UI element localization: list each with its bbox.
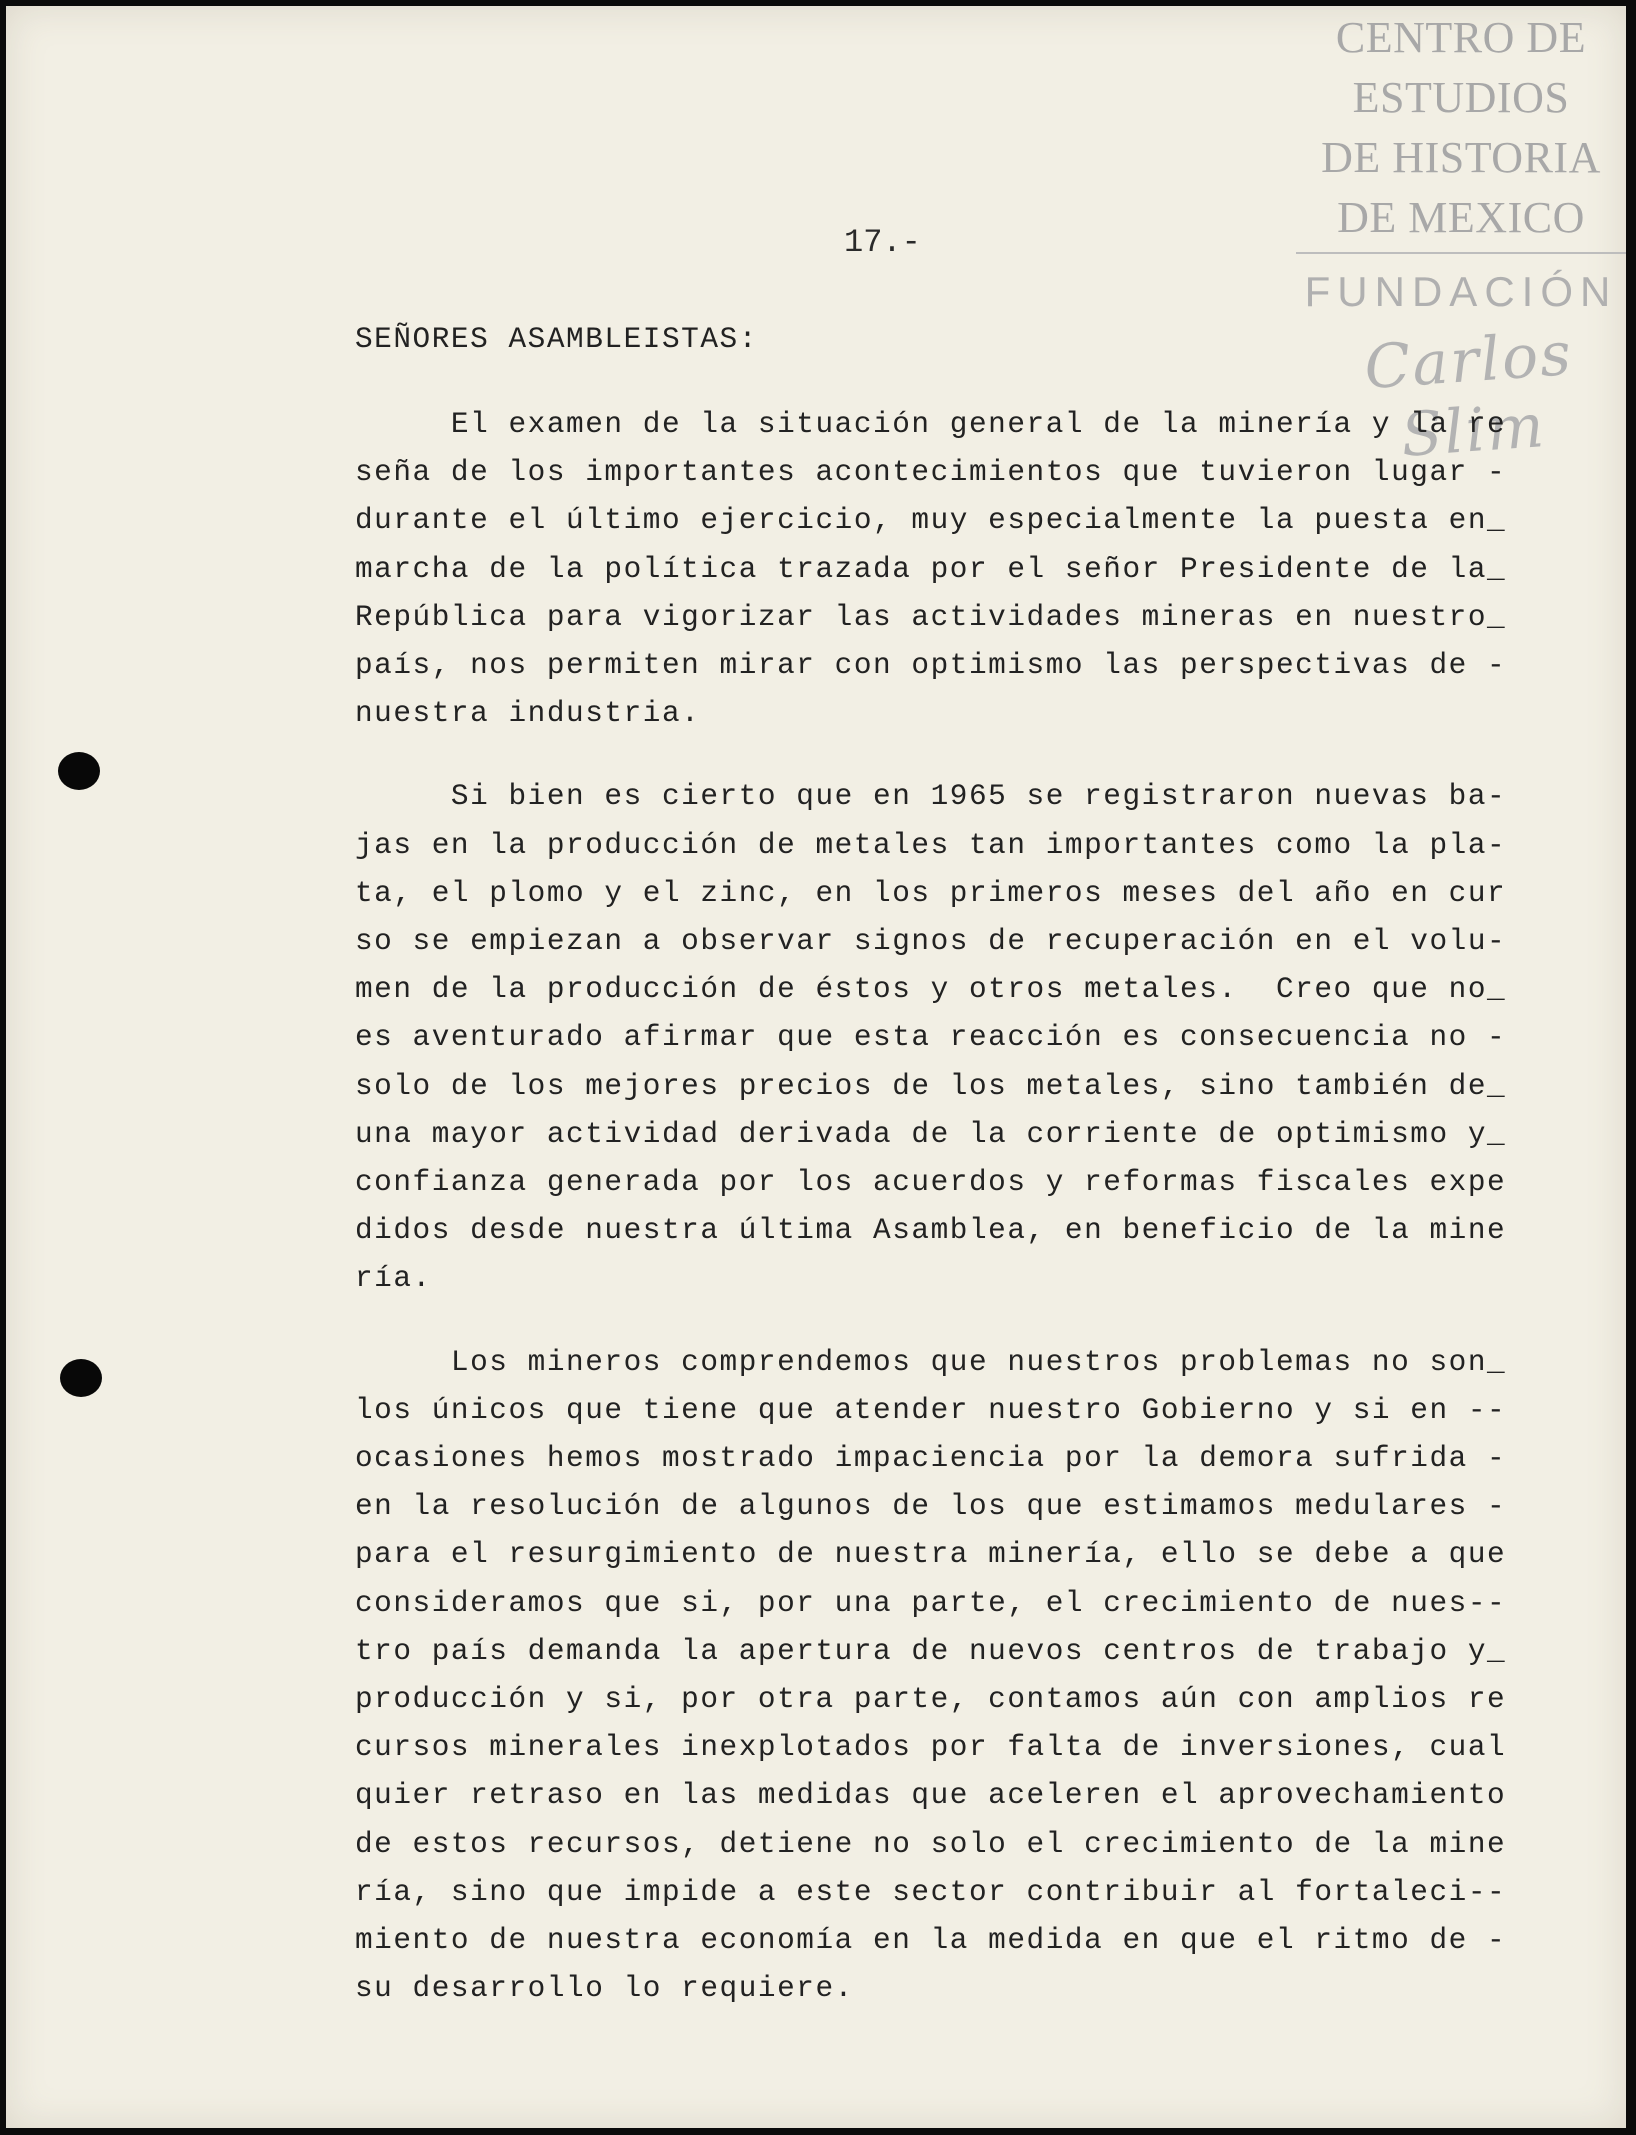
text-line: producción y si, por otra parte, contamos aún con amplios re	[355, 1683, 1507, 1717]
binder-punch-hole	[60, 1359, 102, 1397]
text-line: una mayor actividad derivada de la corriente de optimismo y_	[355, 1117, 1507, 1151]
text-line: ría.	[355, 1262, 432, 1296]
text-line: país, nos permiten mirar con optimismo las perspectivas de -	[355, 649, 1507, 683]
text-line: de estos recursos, detiene no solo el crecimiento de la mine	[355, 1827, 1507, 1861]
text-line: República para vigorizar las actividades mineras en nuestro_	[355, 600, 1507, 634]
text-line: jas en la producción de metales tan importantes como la pla-	[355, 828, 1507, 862]
text-line: cursos minerales inexplotados por falta de inversiones, cual	[355, 1731, 1507, 1765]
text-line: confianza generada por los acuerdos y reformas fiscales expe	[355, 1166, 1507, 1200]
text-line: los únicos que tiene que atender nuestro Gobierno y si en --	[355, 1393, 1507, 1427]
text-line: ría, sino que impide a este sector contribuir al fortaleci--	[355, 1875, 1507, 1909]
text-line: durante el último ejercicio, muy especialmente la puesta en_	[355, 504, 1507, 538]
text-line: para el resurgimiento de nuestra minería, ello se debe a que	[355, 1538, 1507, 1572]
text-line: didos desde nuestra última Asamblea, en beneficio de la mine	[355, 1214, 1507, 1248]
paragraph-2	[355, 773, 1555, 1303]
text-line: solo de los mejores precios de los metales, sino también de_	[355, 1069, 1507, 1103]
binder-punch-hole	[58, 752, 100, 790]
stamp-divider	[1296, 252, 1626, 254]
text-line: ta, el plomo y el zinc, en los primeros meses del año en cur	[355, 876, 1507, 910]
document-page	[6, 6, 1626, 2128]
text-line: es aventurado afirmar que esta reacción es consecuencia no -	[355, 1021, 1507, 1055]
text-line: so se empiezan a observar signos de recuperación en el volu-	[355, 925, 1507, 959]
text-line: en la resolución de algunos de los que estimamos medulares -	[355, 1490, 1507, 1524]
text-line: quier retraso en las medidas que aceleren el aprovechamiento	[355, 1779, 1507, 1813]
stamp-line: DE MEXICO	[1337, 193, 1585, 242]
text-line: miento de nuestra economía en la medida en que el ritmo de -	[355, 1924, 1507, 1958]
text-line: nuestra industria.	[355, 697, 701, 731]
text-line: seña de los importantes acontecimientos que tuvieron lugar -	[355, 456, 1507, 490]
salutation: SEÑORES ASAMBLEISTAS:	[355, 323, 758, 356]
stamp-institution	[1296, 6, 1626, 248]
text-line: marcha de la política trazada por el señor Presidente de la_	[355, 552, 1507, 586]
text-line: tro país demanda la apertura de nuevos centros de trabajo y_	[355, 1634, 1507, 1668]
stamp-line: ESTUDIOS	[1352, 73, 1570, 122]
stamp-line: CENTRO DE	[1335, 13, 1587, 62]
text-line: consideramos que si, por una parte, el crecimiento de nues--	[355, 1586, 1507, 1620]
page-number: 17.-	[844, 224, 921, 261]
letter-body	[355, 316, 1555, 2049]
text-line: su desarrollo lo requiere.	[355, 1972, 854, 2006]
paragraph-1	[355, 401, 1555, 738]
text-line: ocasiones hemos mostrado impaciencia por la demora sufrida -	[355, 1442, 1507, 1476]
stamp-line: DE HISTORIA	[1321, 133, 1601, 182]
paragraph-3	[355, 1339, 1555, 2014]
stamp-foundation: FUNDACIÓN	[1304, 268, 1618, 315]
text-line: El examen de la situación general de la minería y la re	[355, 408, 1507, 441]
text-line: Los mineros comprendemos que nuestros problemas no son_	[355, 1345, 1507, 1379]
stamp-signature: Carlos Slim	[1362, 318, 1575, 471]
text-line: men de la producción de éstos y otros metales. Creo que no_	[355, 973, 1507, 1007]
text-line: Si bien es cierto que en 1965 se registraron nuevas ba-	[355, 780, 1507, 814]
